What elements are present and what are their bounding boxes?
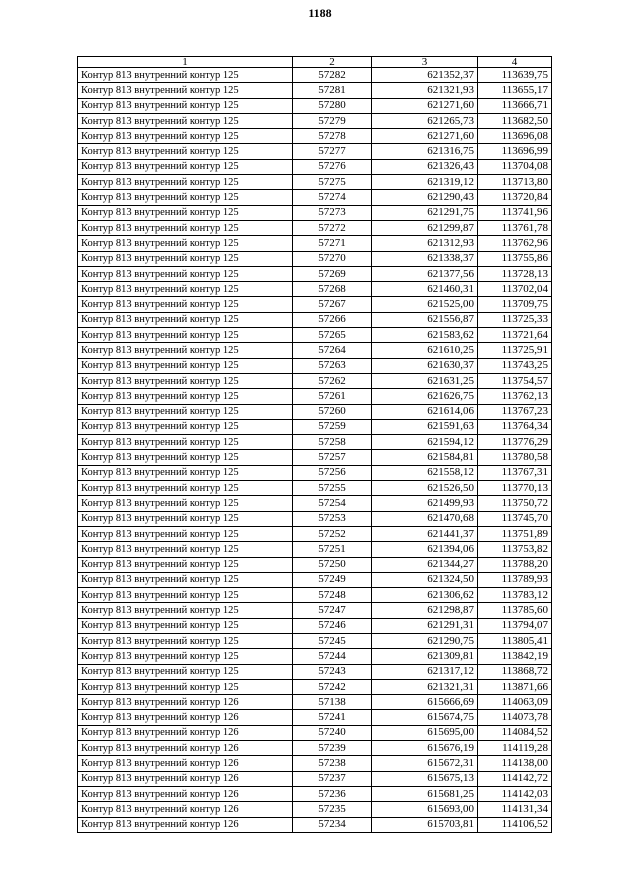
point-number-cell: 57245 bbox=[293, 633, 372, 648]
y-coordinate-cell: 113696,99 bbox=[478, 144, 552, 159]
contour-name-cell: Контур 813 внутренний контур 125 bbox=[78, 465, 293, 480]
table-row bbox=[78, 542, 552, 557]
point-number-cell: 57243 bbox=[293, 664, 372, 679]
y-coordinate-cell: 113762,96 bbox=[478, 236, 552, 251]
table-row bbox=[78, 251, 552, 266]
table-body bbox=[78, 68, 552, 833]
x-coordinate-cell: 615681,25 bbox=[372, 786, 478, 801]
y-coordinate-cell: 113783,12 bbox=[478, 588, 552, 603]
table-row bbox=[78, 419, 552, 434]
contour-name-cell: Контур 813 внутренний контур 126 bbox=[78, 756, 293, 771]
contour-name-cell: Контур 813 внутренний контур 125 bbox=[78, 588, 293, 603]
contour-name-cell: Контур 813 внутренний контур 125 bbox=[78, 144, 293, 159]
y-coordinate-cell: 114084,52 bbox=[478, 725, 552, 740]
column-header-3: 3 bbox=[372, 57, 478, 68]
point-number-cell: 57278 bbox=[293, 129, 372, 144]
y-coordinate-cell: 114063,09 bbox=[478, 695, 552, 710]
x-coordinate-cell: 621298,87 bbox=[372, 603, 478, 618]
y-coordinate-cell: 113754,57 bbox=[478, 373, 552, 388]
x-coordinate-cell: 615675,13 bbox=[372, 771, 478, 786]
table-row bbox=[78, 144, 552, 159]
point-number-cell: 57239 bbox=[293, 741, 372, 756]
y-coordinate-cell: 113794,07 bbox=[478, 618, 552, 633]
table-row bbox=[78, 695, 552, 710]
contour-name-cell: Контур 813 внутренний контур 125 bbox=[78, 98, 293, 113]
contour-name-cell: Контур 813 внутренний контур 125 bbox=[78, 404, 293, 419]
y-coordinate-cell: 114138,00 bbox=[478, 756, 552, 771]
y-coordinate-cell: 113842,19 bbox=[478, 649, 552, 664]
point-number-cell: 57240 bbox=[293, 725, 372, 740]
table-row bbox=[78, 159, 552, 174]
y-coordinate-cell: 113709,75 bbox=[478, 297, 552, 312]
contour-name-cell: Контур 813 внутренний контур 125 bbox=[78, 220, 293, 235]
table-row bbox=[78, 404, 552, 419]
x-coordinate-cell: 621344,27 bbox=[372, 557, 478, 572]
point-number-cell: 57282 bbox=[293, 68, 372, 83]
table-row bbox=[78, 633, 552, 648]
x-coordinate-cell: 621525,00 bbox=[372, 297, 478, 312]
y-coordinate-cell: 113721,64 bbox=[478, 328, 552, 343]
x-coordinate-cell: 621265,73 bbox=[372, 113, 478, 128]
contour-name-cell: Контур 813 внутренний контур 125 bbox=[78, 282, 293, 297]
table-row bbox=[78, 312, 552, 327]
table-row bbox=[78, 175, 552, 190]
contour-name-cell: Контур 813 внутренний контур 126 bbox=[78, 786, 293, 801]
point-number-cell: 57266 bbox=[293, 312, 372, 327]
table-row bbox=[78, 741, 552, 756]
x-coordinate-cell: 621290,75 bbox=[372, 633, 478, 648]
contour-name-cell: Контур 813 внутренний контур 126 bbox=[78, 725, 293, 740]
contour-name-cell: Контур 813 внутренний контур 125 bbox=[78, 343, 293, 358]
table-row bbox=[78, 649, 552, 664]
x-coordinate-cell: 621499,93 bbox=[372, 496, 478, 511]
y-coordinate-cell: 113743,25 bbox=[478, 358, 552, 373]
contour-name-cell: Контур 813 внутренний контур 125 bbox=[78, 373, 293, 388]
y-coordinate-cell: 113868,72 bbox=[478, 664, 552, 679]
y-coordinate-cell: 113725,91 bbox=[478, 343, 552, 358]
point-number-cell: 57238 bbox=[293, 756, 372, 771]
contour-name-cell: Контур 813 внутренний контур 125 bbox=[78, 511, 293, 526]
table-row bbox=[78, 496, 552, 511]
x-coordinate-cell: 615703,81 bbox=[372, 817, 478, 832]
contour-name-cell: Контур 813 внутренний контур 125 bbox=[78, 542, 293, 557]
table-row bbox=[78, 373, 552, 388]
y-coordinate-cell: 113764,34 bbox=[478, 419, 552, 434]
point-number-cell: 57281 bbox=[293, 83, 372, 98]
table-row bbox=[78, 557, 552, 572]
point-number-cell: 57235 bbox=[293, 802, 372, 817]
contour-name-cell: Контур 813 внутренний контур 125 bbox=[78, 664, 293, 679]
point-number-cell: 57241 bbox=[293, 710, 372, 725]
contour-name-cell: Контур 813 внутренний контур 125 bbox=[78, 312, 293, 327]
point-number-cell: 57246 bbox=[293, 618, 372, 633]
x-coordinate-cell: 621558,12 bbox=[372, 465, 478, 480]
point-number-cell: 57265 bbox=[293, 328, 372, 343]
table-row bbox=[78, 236, 552, 251]
contour-name-cell: Контур 813 внутренний контур 125 bbox=[78, 603, 293, 618]
y-coordinate-cell: 113745,70 bbox=[478, 511, 552, 526]
y-coordinate-cell: 113780,58 bbox=[478, 450, 552, 465]
point-number-cell: 57259 bbox=[293, 419, 372, 434]
table-header-row bbox=[78, 57, 552, 68]
page-number: 1188 bbox=[308, 6, 332, 20]
x-coordinate-cell: 621271,60 bbox=[372, 98, 478, 113]
point-number-cell: 57256 bbox=[293, 465, 372, 480]
contour-name-cell: Контур 813 внутренний контур 125 bbox=[78, 419, 293, 434]
x-coordinate-cell: 621312,93 bbox=[372, 236, 478, 251]
point-number-cell: 57237 bbox=[293, 771, 372, 786]
point-number-cell: 57271 bbox=[293, 236, 372, 251]
table-row bbox=[78, 282, 552, 297]
x-coordinate-cell: 621321,31 bbox=[372, 679, 478, 694]
contour-name-cell: Контур 813 внутренний контур 125 bbox=[78, 175, 293, 190]
point-number-cell: 57247 bbox=[293, 603, 372, 618]
table-row bbox=[78, 756, 552, 771]
point-number-cell: 57264 bbox=[293, 343, 372, 358]
x-coordinate-cell: 621630,37 bbox=[372, 358, 478, 373]
y-coordinate-cell: 113767,23 bbox=[478, 404, 552, 419]
x-coordinate-cell: 621556,87 bbox=[372, 312, 478, 327]
point-number-cell: 57255 bbox=[293, 481, 372, 496]
column-header-4: 4 bbox=[478, 57, 552, 68]
table-row bbox=[78, 465, 552, 480]
point-number-cell: 57244 bbox=[293, 649, 372, 664]
contour-name-cell: Контур 813 внутренний контур 125 bbox=[78, 633, 293, 648]
x-coordinate-cell: 621631,25 bbox=[372, 373, 478, 388]
point-number-cell: 57248 bbox=[293, 588, 372, 603]
x-coordinate-cell: 621352,37 bbox=[372, 68, 478, 83]
contour-name-cell: Контур 813 внутренний контур 125 bbox=[78, 236, 293, 251]
contour-name-cell: Контур 813 внутренний контур 125 bbox=[78, 205, 293, 220]
y-coordinate-cell: 113871,66 bbox=[478, 679, 552, 694]
table-row bbox=[78, 618, 552, 633]
contour-name-cell: Контур 813 внутренний контур 125 bbox=[78, 450, 293, 465]
y-coordinate-cell: 113666,71 bbox=[478, 98, 552, 113]
contour-name-cell: Контур 813 внутренний контур 125 bbox=[78, 649, 293, 664]
x-coordinate-cell: 621441,37 bbox=[372, 526, 478, 541]
table-row bbox=[78, 664, 552, 679]
y-coordinate-cell: 113741,96 bbox=[478, 205, 552, 220]
contour-name-cell: Контур 813 внутренний контур 125 bbox=[78, 389, 293, 404]
y-coordinate-cell: 113789,93 bbox=[478, 572, 552, 587]
y-coordinate-cell: 113713,80 bbox=[478, 175, 552, 190]
table-row bbox=[78, 679, 552, 694]
table-row bbox=[78, 68, 552, 83]
point-number-cell: 57257 bbox=[293, 450, 372, 465]
point-number-cell: 57249 bbox=[293, 572, 372, 587]
contour-name-cell: Контур 813 внутренний контур 125 bbox=[78, 328, 293, 343]
y-coordinate-cell: 113696,08 bbox=[478, 129, 552, 144]
y-coordinate-cell: 113755,86 bbox=[478, 251, 552, 266]
y-coordinate-cell: 114142,72 bbox=[478, 771, 552, 786]
table-row bbox=[78, 190, 552, 205]
point-number-cell: 57272 bbox=[293, 220, 372, 235]
point-number-cell: 57273 bbox=[293, 205, 372, 220]
y-coordinate-cell: 113785,60 bbox=[478, 603, 552, 618]
point-number-cell: 57242 bbox=[293, 679, 372, 694]
y-coordinate-cell: 113720,84 bbox=[478, 190, 552, 205]
y-coordinate-cell: 113750,72 bbox=[478, 496, 552, 511]
contour-name-cell: Контур 813 внутренний контур 125 bbox=[78, 129, 293, 144]
contour-name-cell: Контур 813 внутренний контур 125 bbox=[78, 526, 293, 541]
contour-name-cell: Контур 813 внутренний контур 125 bbox=[78, 496, 293, 511]
x-coordinate-cell: 621309,81 bbox=[372, 649, 478, 664]
table-row bbox=[78, 328, 552, 343]
point-number-cell: 57274 bbox=[293, 190, 372, 205]
contour-name-cell: Контур 813 внутренний контур 125 bbox=[78, 618, 293, 633]
point-number-cell: 57279 bbox=[293, 113, 372, 128]
y-coordinate-cell: 113725,33 bbox=[478, 312, 552, 327]
y-coordinate-cell: 113753,82 bbox=[478, 542, 552, 557]
y-coordinate-cell: 113655,17 bbox=[478, 83, 552, 98]
x-coordinate-cell: 615695,00 bbox=[372, 725, 478, 740]
table-row bbox=[78, 771, 552, 786]
table-row bbox=[78, 572, 552, 587]
table-row bbox=[78, 129, 552, 144]
contour-name-cell: Контур 813 внутренний контур 125 bbox=[78, 266, 293, 281]
table-row bbox=[78, 588, 552, 603]
x-coordinate-cell: 621299,87 bbox=[372, 220, 478, 235]
contour-name-cell: Контур 813 внутренний контур 125 bbox=[78, 68, 293, 83]
contour-name-cell: Контур 813 внутренний контур 125 bbox=[78, 297, 293, 312]
x-coordinate-cell: 621319,12 bbox=[372, 175, 478, 190]
contour-name-cell: Контур 813 внутренний контур 126 bbox=[78, 817, 293, 832]
x-coordinate-cell: 621291,31 bbox=[372, 618, 478, 633]
point-number-cell: 57268 bbox=[293, 282, 372, 297]
table-row bbox=[78, 389, 552, 404]
table-row bbox=[78, 113, 552, 128]
point-number-cell: 57263 bbox=[293, 358, 372, 373]
y-coordinate-cell: 114073,78 bbox=[478, 710, 552, 725]
point-number-cell: 57254 bbox=[293, 496, 372, 511]
contour-name-cell: Контур 813 внутренний контур 125 bbox=[78, 679, 293, 694]
x-coordinate-cell: 621526,50 bbox=[372, 481, 478, 496]
contour-name-cell: Контур 813 внутренний контур 125 bbox=[78, 159, 293, 174]
point-number-cell: 57267 bbox=[293, 297, 372, 312]
point-number-cell: 57252 bbox=[293, 526, 372, 541]
contour-name-cell: Контур 813 внутренний контур 126 bbox=[78, 802, 293, 817]
x-coordinate-cell: 621394,06 bbox=[372, 542, 478, 557]
table-row bbox=[78, 450, 552, 465]
table-row bbox=[78, 266, 552, 281]
x-coordinate-cell: 621614,06 bbox=[372, 404, 478, 419]
x-coordinate-cell: 615672,31 bbox=[372, 756, 478, 771]
table-row bbox=[78, 725, 552, 740]
x-coordinate-cell: 621626,75 bbox=[372, 389, 478, 404]
y-coordinate-cell: 113639,75 bbox=[478, 68, 552, 83]
x-coordinate-cell: 621470,68 bbox=[372, 511, 478, 526]
y-coordinate-cell: 113728,13 bbox=[478, 266, 552, 281]
point-number-cell: 57270 bbox=[293, 251, 372, 266]
point-number-cell: 57234 bbox=[293, 817, 372, 832]
x-coordinate-cell: 621584,81 bbox=[372, 450, 478, 465]
contour-name-cell: Контур 813 внутренний контур 125 bbox=[78, 572, 293, 587]
contour-name-cell: Контур 813 внутренний контур 126 bbox=[78, 771, 293, 786]
point-number-cell: 57236 bbox=[293, 786, 372, 801]
x-coordinate-cell: 621317,12 bbox=[372, 664, 478, 679]
column-header-1: 1 bbox=[78, 57, 293, 68]
x-coordinate-cell: 621460,31 bbox=[372, 282, 478, 297]
point-number-cell: 57269 bbox=[293, 266, 372, 281]
contour-name-cell: Контур 813 внутренний контур 125 bbox=[78, 557, 293, 572]
table-row bbox=[78, 710, 552, 725]
y-coordinate-cell: 113682,50 bbox=[478, 113, 552, 128]
x-coordinate-cell: 621271,60 bbox=[372, 129, 478, 144]
x-coordinate-cell: 621377,56 bbox=[372, 266, 478, 281]
contour-name-cell: Контур 813 внутренний контур 125 bbox=[78, 358, 293, 373]
table-row bbox=[78, 297, 552, 312]
y-coordinate-cell: 113704,08 bbox=[478, 159, 552, 174]
coordinates-table bbox=[77, 56, 552, 833]
table-row bbox=[78, 220, 552, 235]
contour-name-cell: Контур 813 внутренний контур 125 bbox=[78, 113, 293, 128]
y-coordinate-cell: 114119,28 bbox=[478, 741, 552, 756]
contour-name-cell: Контур 813 внутренний контур 125 bbox=[78, 83, 293, 98]
table-row bbox=[78, 435, 552, 450]
y-coordinate-cell: 113776,29 bbox=[478, 435, 552, 450]
point-number-cell: 57280 bbox=[293, 98, 372, 113]
y-coordinate-cell: 114142,03 bbox=[478, 786, 552, 801]
contour-name-cell: Контур 813 внутренний контур 126 bbox=[78, 695, 293, 710]
point-number-cell: 57275 bbox=[293, 175, 372, 190]
point-number-cell: 57276 bbox=[293, 159, 372, 174]
contour-name-cell: Контур 813 внутренний контур 126 bbox=[78, 710, 293, 725]
table-row bbox=[78, 358, 552, 373]
point-number-cell: 57262 bbox=[293, 373, 372, 388]
point-number-cell: 57138 bbox=[293, 695, 372, 710]
x-coordinate-cell: 621591,63 bbox=[372, 419, 478, 434]
table-row bbox=[78, 817, 552, 832]
y-coordinate-cell: 113702,04 bbox=[478, 282, 552, 297]
y-coordinate-cell: 113805,41 bbox=[478, 633, 552, 648]
table-row bbox=[78, 511, 552, 526]
x-coordinate-cell: 621290,43 bbox=[372, 190, 478, 205]
table-row bbox=[78, 205, 552, 220]
x-coordinate-cell: 621306,62 bbox=[372, 588, 478, 603]
contour-name-cell: Контур 813 внутренний контур 125 bbox=[78, 435, 293, 450]
point-number-cell: 57251 bbox=[293, 542, 372, 557]
point-number-cell: 57277 bbox=[293, 144, 372, 159]
x-coordinate-cell: 615674,75 bbox=[372, 710, 478, 725]
x-coordinate-cell: 621326,43 bbox=[372, 159, 478, 174]
x-coordinate-cell: 621324,50 bbox=[372, 572, 478, 587]
table-row bbox=[78, 83, 552, 98]
point-number-cell: 57250 bbox=[293, 557, 372, 572]
table-row bbox=[78, 98, 552, 113]
contour-name-cell: Контур 813 внутренний контур 125 bbox=[78, 190, 293, 205]
x-coordinate-cell: 621594,12 bbox=[372, 435, 478, 450]
table-row bbox=[78, 786, 552, 801]
y-coordinate-cell: 113770,13 bbox=[478, 481, 552, 496]
x-coordinate-cell: 621610,25 bbox=[372, 343, 478, 358]
x-coordinate-cell: 621291,75 bbox=[372, 205, 478, 220]
x-coordinate-cell: 615693,00 bbox=[372, 802, 478, 817]
x-coordinate-cell: 615676,19 bbox=[372, 741, 478, 756]
x-coordinate-cell: 615666,69 bbox=[372, 695, 478, 710]
point-number-cell: 57258 bbox=[293, 435, 372, 450]
y-coordinate-cell: 113751,89 bbox=[478, 526, 552, 541]
point-number-cell: 57253 bbox=[293, 511, 372, 526]
x-coordinate-cell: 621321,93 bbox=[372, 83, 478, 98]
table-row bbox=[78, 802, 552, 817]
y-coordinate-cell: 113761,78 bbox=[478, 220, 552, 235]
table-row bbox=[78, 603, 552, 618]
table-row bbox=[78, 526, 552, 541]
x-coordinate-cell: 621316,75 bbox=[372, 144, 478, 159]
point-number-cell: 57261 bbox=[293, 389, 372, 404]
x-coordinate-cell: 621583,62 bbox=[372, 328, 478, 343]
column-header-2: 2 bbox=[293, 57, 372, 68]
contour-name-cell: Контур 813 внутренний контур 125 bbox=[78, 251, 293, 266]
contour-name-cell: Контур 813 внутренний контур 126 bbox=[78, 741, 293, 756]
x-coordinate-cell: 621338,37 bbox=[372, 251, 478, 266]
table-row bbox=[78, 343, 552, 358]
table-row bbox=[78, 481, 552, 496]
y-coordinate-cell: 114106,52 bbox=[478, 817, 552, 832]
point-number-cell: 57260 bbox=[293, 404, 372, 419]
y-coordinate-cell: 113767,31 bbox=[478, 465, 552, 480]
y-coordinate-cell: 113762,13 bbox=[478, 389, 552, 404]
y-coordinate-cell: 114131,34 bbox=[478, 802, 552, 817]
y-coordinate-cell: 113788,20 bbox=[478, 557, 552, 572]
contour-name-cell: Контур 813 внутренний контур 125 bbox=[78, 481, 293, 496]
